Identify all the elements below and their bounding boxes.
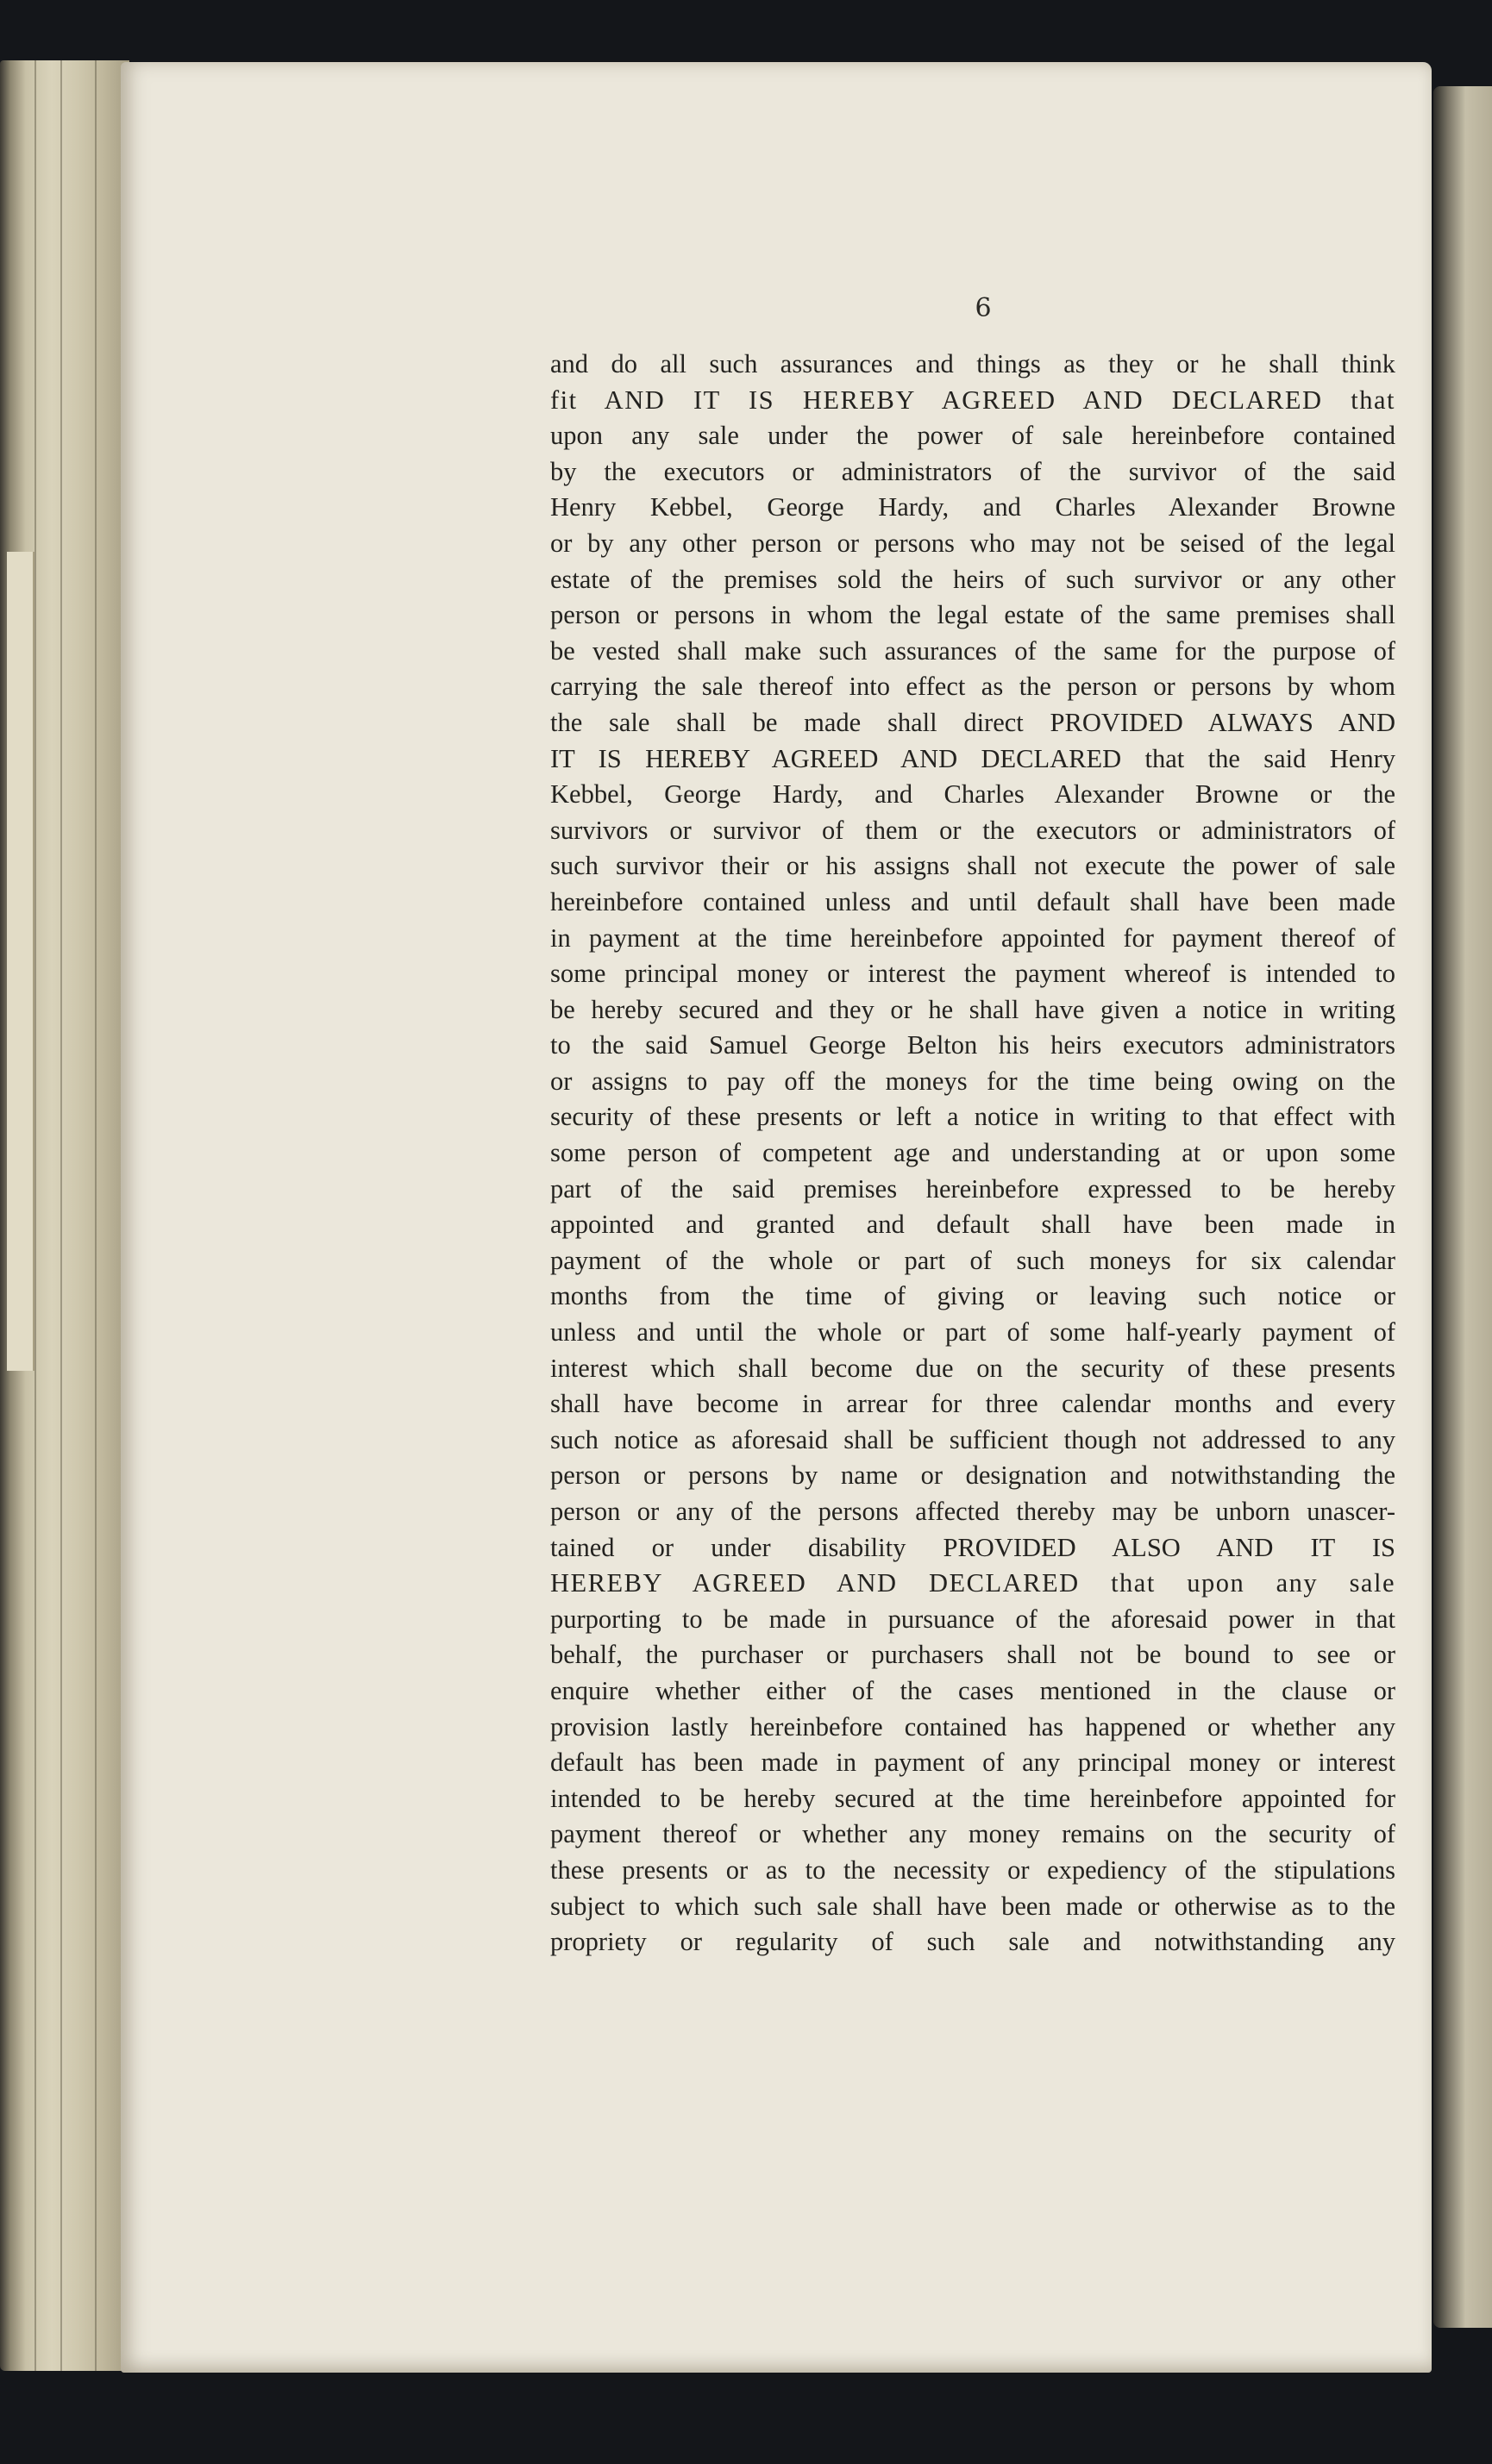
text-line: intended to be hereby secured at the time hereinbefore appointed for xyxy=(550,1783,1395,1813)
text-line: carrying the sale thereof into effect as the person or persons by whom xyxy=(550,672,1395,702)
text-line: tained or under disability PROVIDED ALSO AND IT IS xyxy=(550,1532,1395,1562)
text-line: person or persons by name or designation and notwithstanding the xyxy=(550,1460,1395,1491)
text-line: such notice as aforesaid shall be sufficient though not addressed to any xyxy=(550,1424,1395,1454)
text-line: hereinbefore contained unless and until default shall have been made xyxy=(550,886,1395,916)
page-edge-line xyxy=(95,60,97,2371)
text-line: Kebbel, George Hardy, and Charles Alexander Browne or the xyxy=(550,779,1395,810)
text-line: by the executors or administrators of the survivor of the said xyxy=(550,456,1395,486)
right-page-edge xyxy=(1433,86,1492,2328)
body-text xyxy=(550,347,1395,1961)
text-line: shall have become in arrear for three calendar months and every xyxy=(550,1389,1395,1419)
text-line: these presents or as to the necessity or expediency of the stipulations xyxy=(550,1854,1395,1885)
text-line: provision lastly hereinbefore contained has happened or whether any xyxy=(550,1711,1395,1742)
text-line: or assigns to pay off the moneys for the time being owing on the xyxy=(550,1066,1395,1096)
text-line: fit AND IT IS HEREBY AGREED AND DECLARED that xyxy=(550,385,1395,415)
bookmark-tab xyxy=(7,552,34,1371)
text-line: be hereby secured and they or he shall have given a notice in writing xyxy=(550,994,1395,1024)
text-line: or by any other person or persons who may not be seised of the legal xyxy=(550,528,1395,558)
text-line: appointed and granted and default shall have been made in xyxy=(550,1210,1395,1240)
text-line: and do all such assurances and things as they or he shall think xyxy=(550,349,1395,378)
text-line: in payment at the time hereinbefore appointed for payment thereof of xyxy=(550,922,1395,953)
text-line: enquire whether either of the cases mentioned in the clause or xyxy=(550,1675,1395,1705)
text-line: unless and until the whole or part of some half-yearly payment of xyxy=(550,1317,1395,1348)
text-line: purporting to be made in pursuance of the aforesaid power in that xyxy=(550,1604,1395,1634)
text-line: the sale shall be made shall direct PROVIDED ALWAYS AND xyxy=(550,707,1395,737)
text-line: HEREBY AGREED AND DECLARED that upon any sale xyxy=(550,1568,1395,1598)
text-line: interest which shall become due on the security of these presents xyxy=(550,1353,1395,1383)
text-line: to the said Samuel George Belton his heirs executors administrators xyxy=(550,1030,1395,1060)
text-line: behalf, the purchaser or purchasers shall not be bound to see or xyxy=(550,1640,1395,1670)
text-line: default has been made in payment of any principal money or interest xyxy=(550,1748,1395,1778)
text-line: subject to which such sale shall have been made or otherwise as to the xyxy=(550,1891,1395,1921)
text-line: person or any of the persons affected thereby may be unborn unascer- xyxy=(550,1497,1395,1526)
text-line: person or persons in whom the legal estate of the same premises shall xyxy=(550,600,1395,630)
text-line: security of these presents or left a notice in writing to that effect with xyxy=(550,1102,1395,1132)
text-line: survivors or survivor of them or the executors or administrators of xyxy=(550,815,1395,845)
text-line: payment thereof or whether any money remains on the security of xyxy=(550,1819,1395,1849)
page-edge-line xyxy=(34,60,36,2371)
text-line: payment of the whole or part of such moneys for six calendar xyxy=(550,1245,1395,1275)
text-line: Henry Kebbel, George Hardy, and Charles Alexander Browne xyxy=(550,492,1395,522)
text-line: estate of the premises sold the heirs of such survivor or any other xyxy=(550,564,1395,594)
text-line: some person of competent age and understanding at or upon some xyxy=(550,1138,1395,1168)
text-line: be vested shall make such assurances of the same for the purpose of xyxy=(550,635,1395,666)
text-line: IT IS HEREBY AGREED AND DECLARED that the said Henry xyxy=(550,743,1395,773)
text-line: some principal money or interest the payment whereof is intended to xyxy=(550,959,1395,989)
text-line: such survivor their or his assigns shall not execute the power of sale xyxy=(550,851,1395,881)
page-number: 6 xyxy=(975,293,992,323)
text-line: propriety or regularity of such sale and notwithstanding any xyxy=(550,1927,1395,1957)
page-edge-line xyxy=(60,60,62,2371)
text-line: upon any sale under the power of sale hereinbefore contained xyxy=(550,421,1395,451)
text-line: part of the said premises hereinbefore expressed to be hereby xyxy=(550,1173,1395,1204)
text-line: months from the time of giving or leaving such notice or xyxy=(550,1281,1395,1311)
